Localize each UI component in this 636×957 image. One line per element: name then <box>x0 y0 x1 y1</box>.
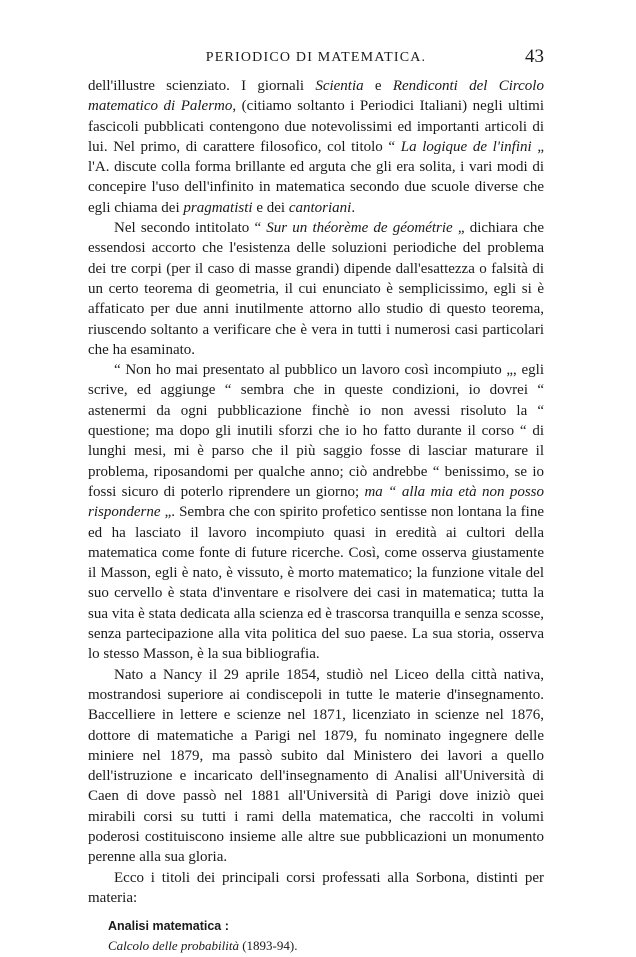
text-run: Nato a Nancy il 29 aprile 1854, studiò nel Liceo della città nativa, mostrandosi superiore ai condiscepoli in tutte le materie d'insegnamento. Baccelliere in lettere e scienze nel 1871, licenziato in scienze nel 1876, dottore di matematiche a Parigi nel 1879, fu nominato ingegnere delle miniere nel 1879, ma passò subito dal Ministero dei lavori a quello dell'istruzione e incaricato dell'insegnamento di Analisi all'Università di Caen di dove passò nel 1881 all'Università di Parigi dove iniziò quei mirabili corsi su tutti i rami della matematica, che raccolti in volumi poderosi costituiscono insieme alle altre sue pubblicazioni un monumento perenne alla sua gloria. <box>88 666 544 866</box>
paragraph-quotation <box>88 360 544 664</box>
course-item <box>88 936 544 956</box>
section-heading: Analisi matematica : <box>108 919 229 934</box>
page-number: 43 <box>525 46 544 67</box>
text-run: “ Non ho mai presentato al pubblico un lavoro così incompiuto „, egli scrive, ed aggiunge “ sembra che in queste condizioni, io dovrei “ astenermi da ogni pubblicazione finchè io non avessi risoluto la “ questione; ma dopo gli inutili sforzi che io ho fatto durante il corso “ di lunghi mesi, mi è parso che il più saggio fosse di lasciar maturare il problema, riposandomi per qualche anno; ciò andrebbe “ benissimo, se io fossi sicuro di poterlo riprendere un giorno; <box>88 362 544 500</box>
text-run: „. Sembra che con spirito profetico sentisse non lontana la fine ed ha lasciato il lavoro incompiuto quasi in eredità ai cultori della matematica come fonte di future ricerche. Così, come osserva giustamente il Masson, egli è nato, è vissuto, è morto matematico; la funzione vitale del suo cervello è stata d'inventare e risolvere dei casi in matematica; tutta la sua vita è stata dedicata alla scienza ed è trascorsa tranquilla e senza scosse, senza partecipazione alla vita politica del suo paese. La sua storia, osserva lo stesso Masson, è la sua bibliografia. <box>88 504 544 663</box>
paragraph-course-intro <box>88 868 544 909</box>
italic-run: Rendiconti del Circolo matematico di Palermo <box>88 78 544 115</box>
running-head <box>88 46 544 72</box>
course-item-years: (1893-94). <box>242 938 298 954</box>
text-run: „ l'A. discute colla forma brillante ed arguta che gli era solita, i vari modi di concepire l'uso dell'infinito in matematica secondo due scuole diverse che egli chiama dei <box>88 138 544 216</box>
paragraph-continuation <box>88 76 544 218</box>
text-run: dell'illustre scienziato. I giornali <box>88 78 316 94</box>
italic-run: cantoriani <box>288 199 352 216</box>
italic-run: La logique de l'infini <box>400 138 532 155</box>
text-run: , (citiamo soltanto i Periodici Italiani) negli ultimi fascicoli pubblicati contengono due notevolissimi ed importanti articoli di lui. Nel primo, di carattere filosofico, col titolo “ <box>88 98 545 155</box>
text-run: Nel secondo intitolato “ <box>114 220 267 237</box>
text-run: e <box>363 78 393 94</box>
running-title: PERIODICO DI MATEMATICA. <box>205 50 427 65</box>
paragraph-second-article <box>88 218 544 360</box>
body-text <box>88 76 544 957</box>
text-run: . <box>351 199 356 216</box>
text-run: Ecco i titoli dei principali corsi professati alla Sorbona, distinti per materia: <box>88 869 544 906</box>
italic-run: Sur un théorème de géométrie <box>266 220 453 237</box>
italic-run: ma “ alla mia età non posso risponderne <box>88 483 544 521</box>
text-run: e dei <box>252 199 289 216</box>
italic-run: Scientia <box>315 78 364 94</box>
course-item-title: Calcolo delle probabilità <box>108 938 239 954</box>
text-run: „ dichiara che essendosi accorto che l'esistenza delle soluzioni periodiche del problema dei tre corpi (per il caso di masse grandi) dipende dall'esattezza o falsità di un certo teorema di geometria, il cui enunciato è semplicissimo, egli si è affaticato per due anni inutilmente attorno allo studio di questo teorema, riuscendo soltanto a verificare che è vera in tutti i numerosi casi particolari che ha esaminato. <box>88 220 544 358</box>
italic-run: pragmatisti <box>183 199 253 216</box>
paragraph-biography <box>88 665 544 868</box>
